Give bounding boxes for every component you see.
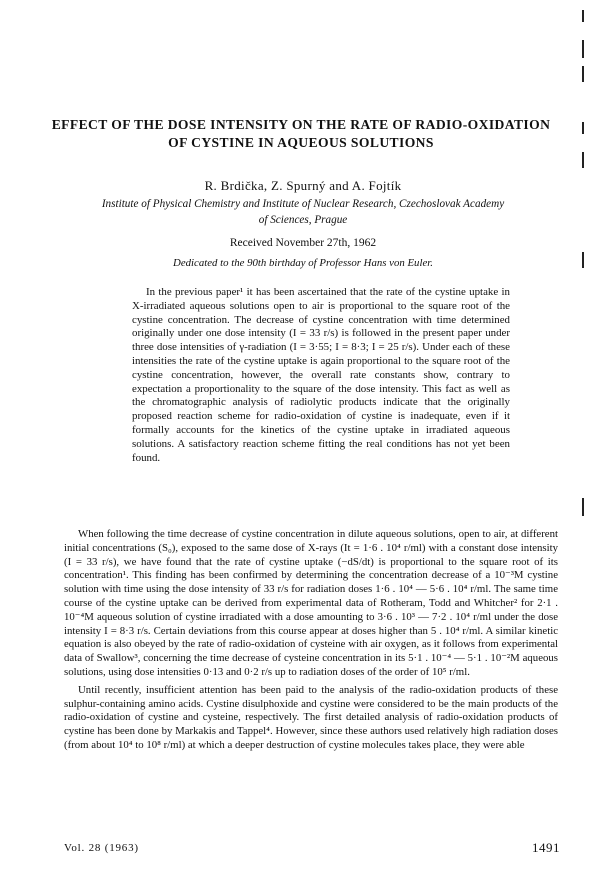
scan-edge-mark <box>582 66 584 82</box>
volume-label: Vol. 28 (1963) <box>64 842 139 854</box>
page-number: 1491 <box>532 840 560 855</box>
body-paragraph-2: Until recently, insufficient attention has been paid to the analysis of the radio-oxidation products of these sulphur-containing amino acids. Cystine disulphoxide and cystine were considered to be the main products of the radio-oxidation of cystine and cysteine, respectively. The first detailed analysis of radio-oxidation products of cystine has been done by Markakis and Tappel⁴. However, since these authors used relatively high radiation doses (from about 10⁴ to 10⁸ r/ml) at which a deeper destruction of cystine molecules takes place, they were able <box>64 683 558 751</box>
scan-edge-mark <box>582 498 584 516</box>
abstract-text: In the previous paper¹ it has been ascertained that the rate of the cystine uptake in X-irradiated aqueous solutions open to air is proportional to the square root of the cystine concentration. The decrease of cystine concentration with time determined originally under one dose intensity (I = 33 r/s) is followed in the present paper under three dose intensities of γ-radiation (I = 3·55; I = 8·3; I = 25 r/s). Under each of these intensities the rate of the cystine uptake is again proportional to the square root of the cystine concentration, however, the overall rate constants show, contrary to expectation a proportionality to the square of the dose intensity. This fact as well as the chromatographic analysis of radiolytic products indicate that the originally proposed reaction scheme for radio-oxidation of cystine is inadequate, even if it formally accounts for the kinetics of the cystine uptake in irradiated aqueous solutions. A satisfactory reaction scheme fitting the real conditions has not yet been found. <box>132 286 510 464</box>
scan-edge-mark <box>582 10 584 22</box>
author-list: R. Brdička, Z. Spurný and A. Fojtík <box>204 178 402 193</box>
scan-edge-mark <box>582 152 584 168</box>
institution-line-2: of Sciences, Prague <box>258 214 348 226</box>
institution <box>60 196 546 228</box>
scan-edge-mark <box>582 40 584 58</box>
title-line-2: OF CYSTINE IN AQUEOUS SOLUTIONS <box>168 135 434 150</box>
received-date: Received November 27th, 1962 <box>229 237 377 249</box>
title-line-1: EFFECT OF THE DOSE INTENSITY ON THE RATE OF RADIO-OXIDATION <box>51 117 551 132</box>
dedication: Dedicated to the 90th birthday of Professor Hans von Euler. <box>173 257 433 269</box>
scan-edge-mark <box>582 252 584 268</box>
scan-edge-mark <box>582 122 584 134</box>
institution-line-1: Institute of Physical Chemistry and Institute of Nuclear Research, Czechoslovak Academy <box>101 198 505 210</box>
body-text <box>64 528 558 753</box>
body-paragraph-1: When following the time decrease of cystine concentration in dilute aqueous solutions, open to air, at different initial concentrations (S₀), exposed to the same dose of X-rays (It = 1·6 . 10⁴ r/ml) with a constant dose intensity (I = 33 r/s), we have found that the rate of cystine uptake (−dS/dt) is proportional to the square root of its concentration¹. This finding has been confirmed by determining the concentration decrease of a 10⁻³M cystine solution with time using the dose intensity of 33 r/s for radiation doses 1·6 . 10⁴ — 5·6 . 10⁴ r/ml. The same time course of the cystine uptake can be derived from experimental data of Rotheram, Todd and Whitcher² for 2·1 . 10⁻⁴M aqueous solution of cystine irradiated with a dose amounting to 3·6 . 10³ — 7·2 . 10⁴ r/ml under the dose intensity I = 8·3 r/s. Certain deviations from this course appear at doses higher than 5 . 10⁴ r/ml. A similar kinetic equation is also obeyed by the rate of radio-oxidation of cysteine with air oxygen, as it follows from experimental data of Swallow³, concerning the time decrease of cysteine concentration in its 5·1 . 10⁻⁴ — 5·1 . 10⁻²M aqueous solutions, using dose intensities 0·13 and 0·2 r/s up to radiation doses of the order of 10⁵ r/ml. <box>64 528 558 678</box>
article-title <box>36 116 566 152</box>
abstract <box>132 286 510 465</box>
